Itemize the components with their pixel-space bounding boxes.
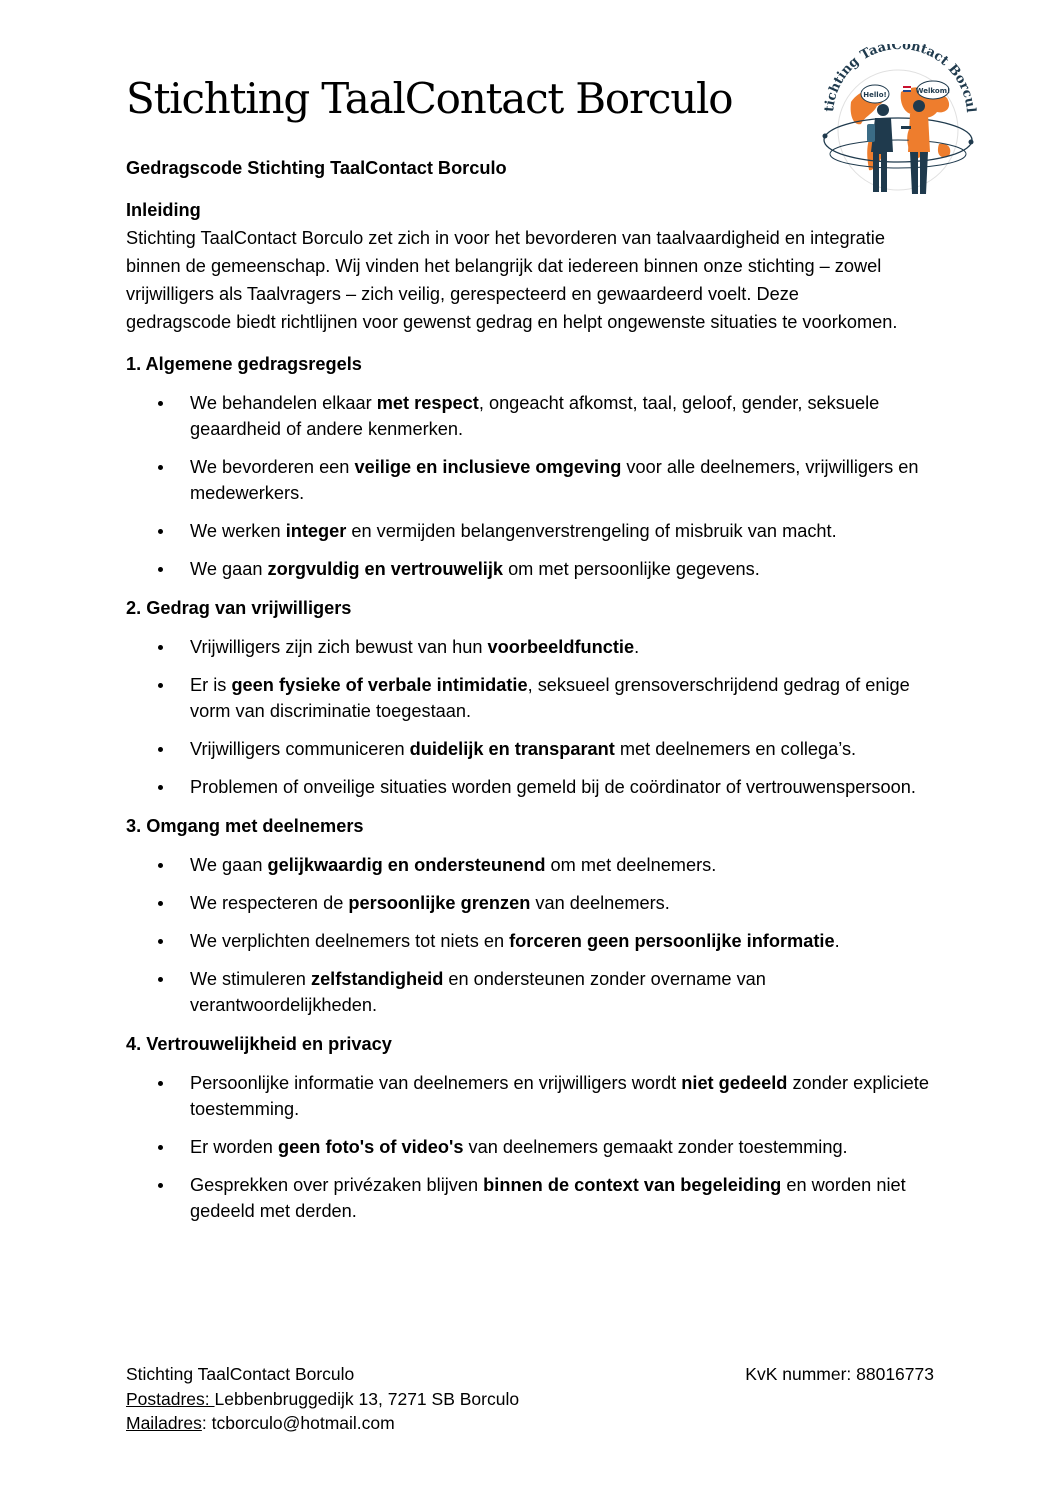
page-footer bbox=[126, 1362, 934, 1436]
list-item: We gaan zorgvuldig en vertrouwelijk om met persoonlijke gegevens. bbox=[126, 556, 938, 582]
section-heading: 4. Vertrouwelijkheid en privacy bbox=[126, 1034, 392, 1054]
footer-kvk: KvK nummer: 88016773 bbox=[745, 1364, 934, 1384]
footer-postal-label: Postadres: bbox=[126, 1388, 215, 1409]
logo-arc-text: tichting TaalContact Borcul bbox=[822, 44, 978, 114]
section-heading: 2. Gedrag van vrijwilligers bbox=[126, 598, 352, 618]
section-heading: 3. Omgang met deelnemers bbox=[126, 816, 364, 836]
bubble-left-text: Hello! bbox=[863, 91, 887, 99]
list-item: We respecteren de persoonlijke grenzen van deelnemers. bbox=[126, 890, 938, 916]
list-item: Vrijwilligers zijn zich bewust van hun voorbeeldfunctie. bbox=[126, 634, 938, 660]
document-title: Gedragscode Stichting TaalContact Borculo bbox=[126, 158, 507, 178]
footer-postal-address bbox=[126, 1387, 934, 1412]
document-body bbox=[126, 154, 938, 1236]
speech-bubble-icon bbox=[916, 81, 950, 99]
list-item: We bevorderen een veilige en inclusieve omgeving voor alle deelnemers, vrijwilligers en medewerkers. bbox=[126, 454, 938, 506]
footer-postal-value: Lebbenbruggedijk 13, 7271 SB Borculo bbox=[214, 1388, 520, 1409]
list-item: We werken integer en vermijden belangenverstrengeling of misbruik van macht. bbox=[126, 518, 938, 544]
footer-mail-address bbox=[126, 1411, 934, 1436]
list-item: Gesprekken over privézaken blijven binnen de context van begeleiding en worden niet gedeeld met derden. bbox=[126, 1172, 938, 1224]
footer-mail-value: tcborculo@hotmail.com bbox=[211, 1413, 395, 1433]
bullet-list bbox=[126, 1070, 938, 1224]
bullet-list bbox=[126, 852, 938, 1018]
bullet-list bbox=[126, 390, 938, 582]
org-title: Stichting TaalContact Borculo bbox=[126, 74, 733, 123]
intro-text: Stichting TaalContact Borculo zet zich in voor het bevorderen van taalvaardigheid en integratie binnen de gemeenschap. Wij vinden het belangrijk dat iedereen binnen onze stichting – zowel vrijwilligers als Taalvragers – zich veilig, gerespecteerd en gewaardeerd voelt. Deze gedragscode biedt richtlijnen voor gewenst gedrag en helpt ongewenste situaties te voorkomen. bbox=[126, 228, 898, 332]
list-item: We behandelen elkaar met respect, ongeacht afkomst, taal, geloof, gender, seksuele geaardheid of andere kenmerken. bbox=[126, 390, 938, 442]
list-item: Er is geen fysieke of verbale intimidatie, seksueel grensoverschrijdend gedrag of enige vorm van discriminatie toegestaan. bbox=[126, 672, 938, 724]
list-item: Persoonlijke informatie van deelnemers en vrijwilligers wordt niet gedeeld zonder expliciete toestemming. bbox=[126, 1070, 938, 1122]
list-item: We gaan gelijkwaardig en ondersteunend om met deelnemers. bbox=[126, 852, 938, 878]
footer-mail-sep: : bbox=[201, 1413, 212, 1433]
intro-heading: Inleiding bbox=[126, 200, 201, 220]
list-item: We stimuleren zelfstandigheid en ondersteunen zonder overname van verantwoordelijkheden. bbox=[126, 966, 938, 1018]
footer-org-name: Stichting TaalContact Borculo bbox=[126, 1364, 355, 1384]
list-item: We verplichten deelnemers tot niets en forceren geen persoonlijke informatie. bbox=[126, 928, 938, 954]
list-item: Problemen of onveilige situaties worden gemeld bij de coördinator of vertrouwenspersoon. bbox=[126, 774, 938, 800]
list-item: Er worden geen foto's of video's van deelnemers gemaakt zonder toestemming. bbox=[126, 1134, 938, 1160]
bullet-list bbox=[126, 634, 938, 800]
footer-mail-label: Mailadres bbox=[126, 1413, 202, 1433]
section-heading: 1. Algemene gedragsregels bbox=[126, 354, 362, 374]
list-item: Vrijwilligers communiceren duidelijk en transparant met deelnemers en collega’s. bbox=[126, 736, 938, 762]
bubble-right-text: Welkom! bbox=[915, 87, 951, 95]
speech-bubble-icon bbox=[861, 85, 889, 103]
